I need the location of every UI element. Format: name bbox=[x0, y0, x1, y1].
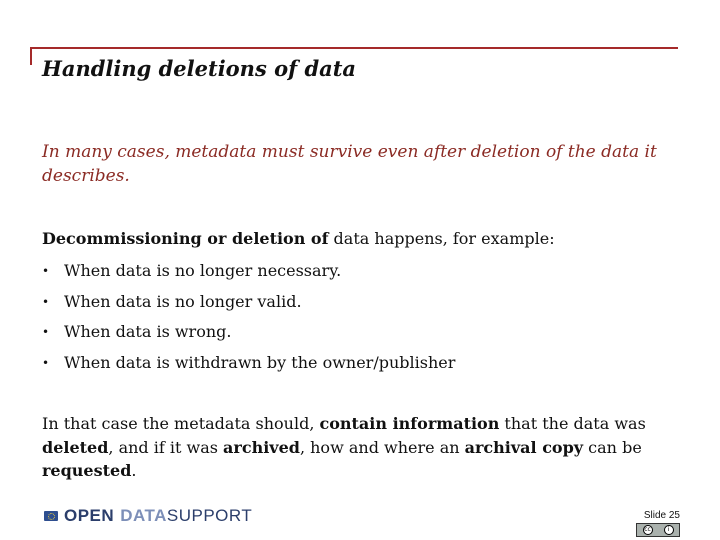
eu-flag-icon bbox=[44, 511, 58, 521]
list-item bbox=[42, 291, 455, 322]
bullet-icon: • bbox=[42, 325, 50, 339]
closing-text: . bbox=[131, 461, 137, 480]
slide-title: Handling deletions of data bbox=[42, 56, 357, 81]
list-item-text: When data is no longer necessary. bbox=[64, 261, 342, 280]
title-rule bbox=[30, 47, 678, 49]
closing-text: that the data was bbox=[499, 414, 646, 433]
closing-emphasis: archived bbox=[223, 437, 300, 457]
bullet-list bbox=[42, 260, 455, 382]
cc-license-badge bbox=[636, 523, 680, 537]
slide-number: Slide 25 bbox=[643, 510, 680, 521]
logo-data-text: DATA bbox=[120, 506, 167, 525]
intro-bold: Decommissioning or deletion of bbox=[42, 229, 329, 248]
closing-emphasis: archival copy bbox=[464, 437, 584, 457]
closing-emphasis: requested bbox=[42, 461, 132, 480]
closing-emphasis: contain information bbox=[319, 414, 500, 433]
list-item bbox=[42, 352, 455, 383]
bullet-icon: • bbox=[42, 264, 50, 278]
list-item-text: When data is wrong. bbox=[64, 322, 232, 341]
intro-rest: data happens, for example: bbox=[328, 229, 555, 248]
list-item-text: When data is no longer valid. bbox=[64, 291, 302, 311]
list-item bbox=[42, 260, 455, 291]
list-item-text: When data is withdrawn by the owner/publisher bbox=[64, 352, 456, 372]
closing-text: can be bbox=[583, 437, 642, 457]
bullet-icon: • bbox=[42, 294, 50, 309]
logo-open-text: OPEN bbox=[64, 506, 115, 525]
slide-subtitle: In many cases, metadata must survive even after deletion of the data it describes. bbox=[42, 142, 657, 186]
attribution-icon: i bbox=[664, 525, 674, 535]
closing-text: , and if it was bbox=[108, 437, 224, 457]
intro-paragraph bbox=[42, 228, 682, 250]
bullet-icon: • bbox=[42, 355, 50, 370]
closing-text: In that case the metadata should, bbox=[42, 414, 320, 433]
creative-commons-icon: cc bbox=[644, 526, 651, 533]
closing-paragraph bbox=[42, 412, 682, 483]
closing-text: , how and where an bbox=[299, 437, 465, 457]
closing-emphasis: deleted bbox=[42, 437, 109, 457]
title-rule-left bbox=[30, 47, 32, 65]
open-data-support-logo bbox=[44, 506, 252, 526]
list-item bbox=[42, 321, 455, 352]
logo-support-text: SUPPORT bbox=[166, 506, 253, 525]
